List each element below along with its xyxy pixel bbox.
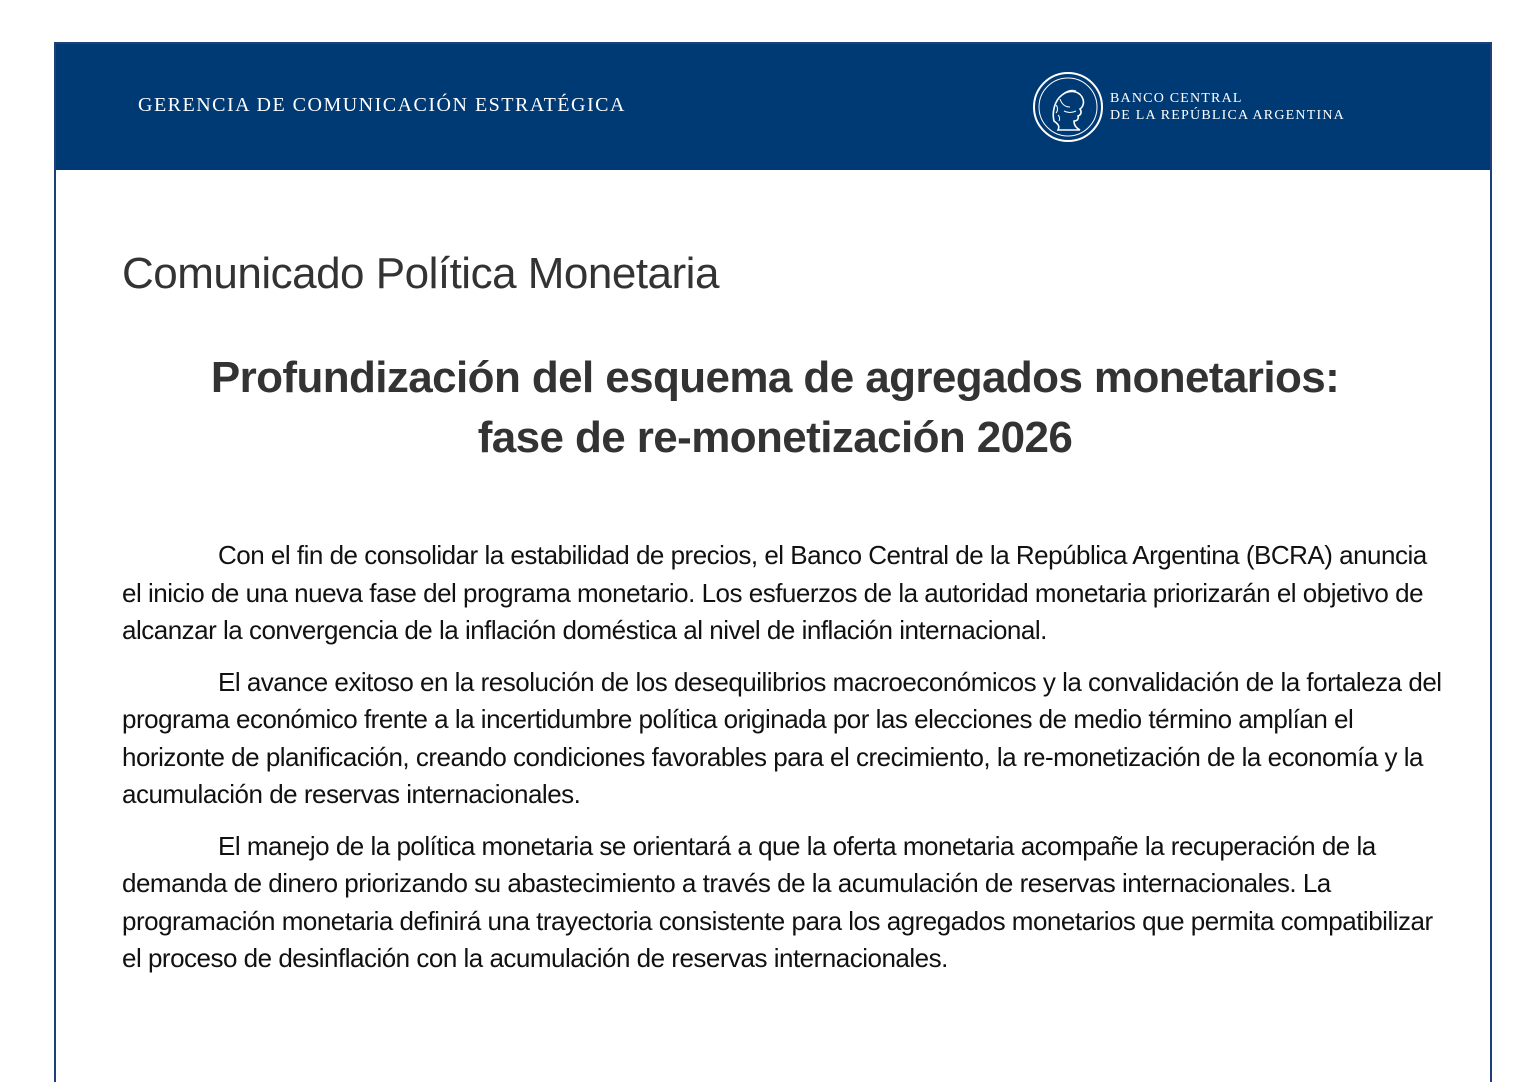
department-name: GERENCIA DE COMUNICACIÓN ESTRATÉGICA xyxy=(138,94,626,116)
bank-name xyxy=(1110,90,1345,124)
bcra-seal-icon xyxy=(1032,71,1104,143)
bank-name-line-2: DE LA REPÚBLICA ARGENTINA xyxy=(1110,108,1345,123)
paragraph: Con el fin de consolidar la estabilidad de precios, el Banco Central de la República Argentina (BCRA) anuncia el inicio de una nueva fase del programa monetario. Los esfuerzos de la autoridad monetaria priorizarán el objetivo de alcanzar la convergencia de la inflación doméstica al nivel de inflación internacional. xyxy=(122,540,1427,645)
document-body xyxy=(122,537,1442,992)
document-page xyxy=(54,42,1492,1082)
paragraph: El avance exitoso en la resolución de los desequilibrios macroeconómicos y la convalidación de la fortaleza del programa económico frente a la incertidumbre política originada por las elecciones de medio término amplían el horizonte de planificación, creando condiciones favorables para el crecimiento, la re-monetización de la economía y la acumulación de reservas internacionales. xyxy=(122,666,1442,809)
header-band xyxy=(56,44,1490,170)
title-line-2: fase de re-monetización 2026 xyxy=(477,413,1073,462)
paragraph: El manejo de la política monetaria se orientará a que la oferta monetaria acompañe la recuperación de la demanda de dinero priorizando su abastecimiento a través de la acumulación de reservas internacionales. La programación monetaria definirá una trayectoria consistente para los agregados monetarios que permita compatibilizar el proceso de desinflación con la acumulación de reservas internacionales. xyxy=(122,830,1433,973)
bank-name-line-1: BANCO CENTRAL xyxy=(1110,91,1243,106)
title-line-1: Profundización del esquema de agregados monetarios: xyxy=(210,353,1340,402)
document-type: Comunicado Política Monetaria xyxy=(122,249,719,298)
document-title xyxy=(56,348,1494,468)
